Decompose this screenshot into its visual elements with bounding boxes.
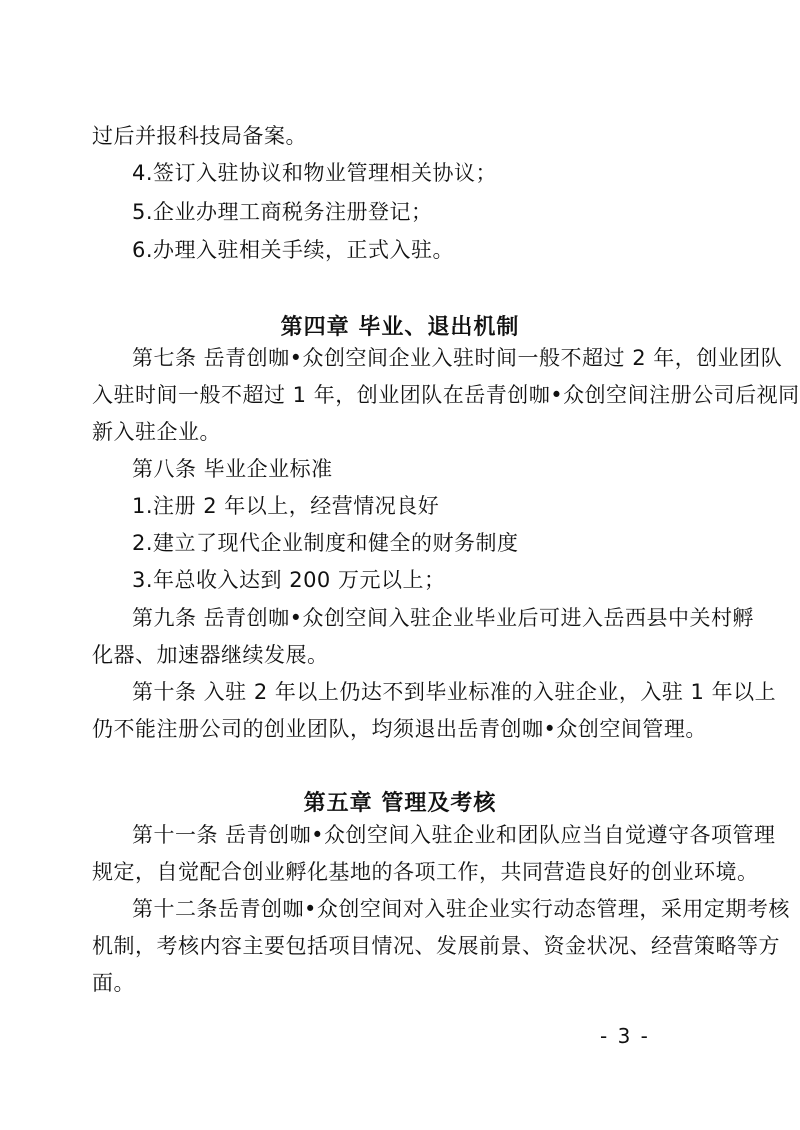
article-line: 第八条 毕业企业标准 xyxy=(132,457,333,481)
article-line: 第九条 岳青创咖•众创空间入驻企业毕业后可进入岳西县中关村孵 xyxy=(132,606,755,630)
list-item: 2.建立了现代企业制度和健全的财务制度 xyxy=(132,531,519,555)
article-line: 第十二条岳青创咖•众创空间对入驻企业实行动态管理，采用定期考核 xyxy=(132,897,790,921)
list-item: 6.办理入驻相关手续，正式入驻。 xyxy=(132,238,455,262)
list-item: 4.签订入驻协议和物业管理相关协议； xyxy=(132,161,498,185)
article-line: 新入驻企业。 xyxy=(92,420,221,444)
article-line: 第十一条 岳青创咖•众创空间入驻企业和团队应当自觉遵守各项管理 xyxy=(132,823,776,847)
list-item: 3.年总收入达到 200 万元以上； xyxy=(132,568,446,592)
article-line: 仍不能注册公司的创业团队，均须退出岳青创咖•众创空间管理。 xyxy=(92,717,707,741)
text-line: 过后并报科技局备案。 xyxy=(92,124,307,148)
article-line: 第七条 岳青创咖•众创空间企业入驻时间一般不超过 2 年，创业团队 xyxy=(132,346,783,370)
article-line: 第十条 入驻 2 年以上仍达不到毕业标准的入驻企业，入驻 1 年以上 xyxy=(132,680,777,704)
article-line: 面。 xyxy=(92,971,135,995)
chapter-heading: 第五章 管理及考核 xyxy=(303,791,497,816)
chapter-heading: 第四章 毕业、退出机制 xyxy=(280,315,520,340)
page-number: - 3 - xyxy=(600,1024,650,1048)
article-line: 化器、加速器继续发展。 xyxy=(92,643,329,667)
list-item: 1.注册 2 年以上，经营情况良好 xyxy=(132,494,440,518)
article-line: 入驻时间一般不超过 1 年，创业团队在岳青创咖•众创空间注册公司后视同 xyxy=(92,383,800,407)
article-line: 规定，自觉配合创业孵化基地的各项工作，共同营造良好的创业环境。 xyxy=(92,860,759,884)
article-line: 机制，考核内容主要包括项目情况、发展前景、资金状况、经营策略等方 xyxy=(92,934,780,958)
list-item: 5.企业办理工商税务注册登记； xyxy=(132,200,433,224)
